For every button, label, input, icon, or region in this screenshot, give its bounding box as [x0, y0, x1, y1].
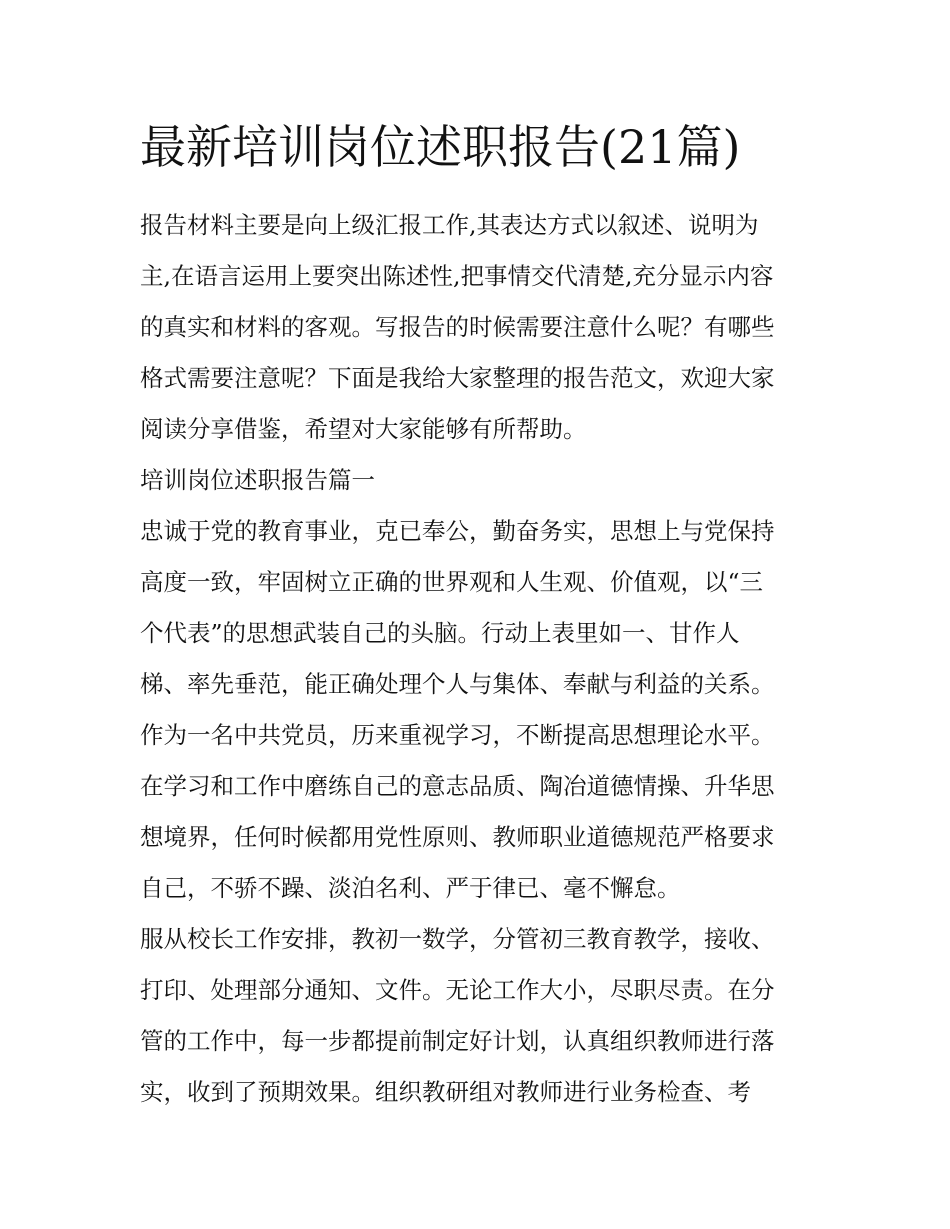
- text-line: 想境界，任何时候都用党性原则、教师职业道德规范严格要求: [140, 823, 775, 851]
- text-line: 的真实和材料的客观。写报告的时候需要注意什么呢？有哪些: [140, 313, 775, 341]
- document-title: 最新培训岗位述职报告(21篇): [140, 120, 741, 174]
- text-line: 高度一致，牢固树立正确的世界观和人生观、价值观，以“三: [140, 568, 764, 596]
- text-line: 服从校长工作安排，教初一数学，分管初三教育教学，接收、: [140, 925, 775, 953]
- text-line: 个代表”的思想武装自己的头脑。行动上表里如一、甘作人: [140, 619, 740, 647]
- text-line: 阅读分享借鉴，希望对大家能够有所帮助。: [140, 415, 587, 443]
- document-body: [140, 200, 820, 1118]
- text-line: 格式需要注意呢？下面是我给大家整理的报告范文，欢迎大家: [140, 364, 775, 392]
- text-line: 在学习和工作中磨练自己的意志品质、陶冶道德情操、升华思: [140, 772, 775, 800]
- text-line: 实，收到了预期效果。组织教研组对教师进行业务检查、考: [140, 1078, 751, 1106]
- section-heading: 培训岗位述职报告篇一: [140, 466, 375, 494]
- text-line: 打印、处理部分通知、文件。无论工作大小，尽职尽责。在分: [140, 976, 775, 1004]
- text-line: 主,在语言运用上要突出陈述性,把事情交代清楚,充分显示内容: [140, 262, 774, 290]
- text-line: 作为一名中共党员，历来重视学习，不断提高思想理论水平。: [140, 721, 775, 749]
- text-line: 报告材料主要是向上级汇报工作,其表达方式以叙述、说明为: [140, 211, 759, 239]
- text-line: 忠诚于党的教育事业，克已奉公，勤奋务实，思想上与党保持: [140, 517, 775, 545]
- text-line: 管的工作中，每一步都提前制定好计划，认真组织教师进行落: [140, 1027, 775, 1055]
- text-line: 梯、率先垂范，能正确处理个人与集体、奉献与利益的关系。: [140, 670, 775, 698]
- text-line: 自己，不骄不躁、淡泊名利、严于律已、毫不懈怠。: [140, 874, 681, 902]
